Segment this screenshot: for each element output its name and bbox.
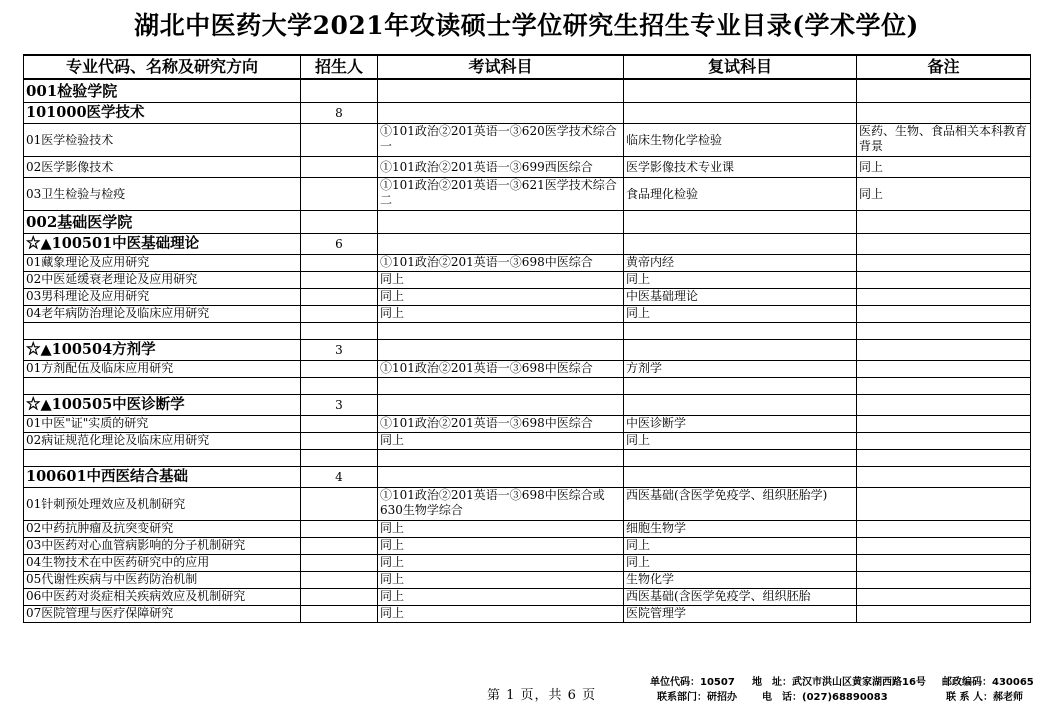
- blank-row: [24, 378, 1031, 395]
- exam-cell: ①101政治②201英语一③698中医综合: [378, 416, 624, 433]
- header-remark: 备注: [857, 55, 1031, 79]
- direction-cell: 01中医"证"实质的研究: [24, 416, 301, 433]
- exam-cell: ①101政治②201英语一③621医学技术综合二: [378, 178, 624, 211]
- retest-cell: 生物化学: [624, 572, 857, 589]
- direction-cell: 05代谢性疾病与中医药防治机制: [24, 572, 301, 589]
- direction-cell: 02医学影像技术: [24, 157, 301, 178]
- footer-contact-person: 联 系 人：郝老师: [946, 692, 1023, 703]
- page-number: 第 1 页，共 6 页: [487, 688, 597, 703]
- header-major: 专业代码、名称及研究方向: [24, 55, 301, 79]
- direction-cell: 02病证规范化理论及临床应用研究: [24, 433, 301, 450]
- retest-cell: 医学影像技术专业课: [624, 157, 857, 178]
- retest-cell: 同上: [624, 538, 857, 555]
- blank-row: [24, 323, 1031, 340]
- exam-cell: ①101政治②201英语一③698中医综合: [378, 361, 624, 378]
- table-row: [24, 272, 1031, 289]
- retest-cell: 细胞生物学: [624, 521, 857, 538]
- catalog-table: [23, 54, 1031, 623]
- header-quota: 招生人: [301, 55, 378, 79]
- direction-cell: 01医学检验技术: [24, 124, 301, 157]
- table-row: [24, 488, 1031, 521]
- footer-address: 地 址：武汉市洪山区黄家湖西路16号: [752, 677, 926, 688]
- dept-row: [24, 79, 1031, 103]
- major-row: [24, 395, 1031, 416]
- major-row: [24, 467, 1031, 488]
- header-exam: 考试科目: [378, 55, 624, 79]
- table-row: [24, 538, 1031, 555]
- retest-cell: 同上: [624, 555, 857, 572]
- direction-cell: 03中医药对心血管病影响的分子机制研究: [24, 538, 301, 555]
- direction-cell: 04老年病防治理论及临床应用研究: [24, 306, 301, 323]
- retest-cell: 同上: [624, 433, 857, 450]
- major-quota: 3: [301, 340, 378, 361]
- exam-cell: 同上: [378, 572, 624, 589]
- remark-cell: 医药、生物、食品相关本科教育背景: [857, 124, 1031, 157]
- major-row: [24, 103, 1031, 124]
- direction-cell: 01藏象理论及应用研究: [24, 255, 301, 272]
- header-row: [24, 55, 1031, 79]
- footer-postcode: 邮政编码：430065: [942, 677, 1034, 688]
- header-retest: 复试科目: [624, 55, 857, 79]
- retest-cell: 黄帝内经: [624, 255, 857, 272]
- major-quota: 4: [301, 467, 378, 488]
- table-row: [24, 521, 1031, 538]
- major-quota: 3: [301, 395, 378, 416]
- exam-cell: ①101政治②201英语一③699西医综合: [378, 157, 624, 178]
- direction-cell: 06中医药对炎症相关疾病效应及机制研究: [24, 589, 301, 606]
- major-name: ☆▲100505中医诊断学: [24, 395, 301, 416]
- exam-cell: 同上: [378, 521, 624, 538]
- major-name: 101000医学技术: [24, 103, 301, 124]
- retest-cell: 中医诊断学: [624, 416, 857, 433]
- exam-cell: ①101政治②201英语一③620医学技术综合一: [378, 124, 624, 157]
- table-row: [24, 124, 1031, 157]
- footer-contact-dept: 联系部门：研招办: [657, 692, 737, 703]
- table-row: [24, 589, 1031, 606]
- footer-unit-code: 单位代码：10507: [650, 677, 735, 688]
- table-row: [24, 178, 1031, 211]
- direction-cell: 04生物技术在中医药研究中的应用: [24, 555, 301, 572]
- major-row: [24, 234, 1031, 255]
- major-name: ☆▲100501中医基础理论: [24, 234, 301, 255]
- retest-cell: 西医基础(含医学免疫学、组织胚胎学): [624, 488, 857, 521]
- retest-cell: 方剂学: [624, 361, 857, 378]
- exam-cell: 同上: [378, 289, 624, 306]
- retest-cell: 中医基础理论: [624, 289, 857, 306]
- direction-cell: 02中医延缓衰老理论及应用研究: [24, 272, 301, 289]
- exam-cell: 同上: [378, 555, 624, 572]
- major-name: 100601中西医结合基础: [24, 467, 301, 488]
- table-row: [24, 433, 1031, 450]
- exam-cell: ①101政治②201英语一③698中医综合: [378, 255, 624, 272]
- direction-cell: 01针刺预处理效应及机制研究: [24, 488, 301, 521]
- major-row: [24, 340, 1031, 361]
- remark-cell: 同上: [857, 178, 1031, 211]
- retest-cell: 同上: [624, 306, 857, 323]
- exam-cell: 同上: [378, 606, 624, 623]
- page-title: 湖北中医药大学2021年攻读硕士学位研究生招生专业目录(学术学位): [134, 11, 919, 40]
- exam-cell: 同上: [378, 589, 624, 606]
- exam-cell: 同上: [378, 306, 624, 323]
- footer-phone: 电 话：(027)68890083: [762, 692, 888, 703]
- retest-cell: 医院管理学: [624, 606, 857, 623]
- direction-cell: 01方剂配伍及临床应用研究: [24, 361, 301, 378]
- table-row: [24, 157, 1031, 178]
- remark-cell: 同上: [857, 157, 1031, 178]
- table-row: [24, 416, 1031, 433]
- retest-cell: 同上: [624, 272, 857, 289]
- major-quota: 8: [301, 103, 378, 124]
- exam-cell: 同上: [378, 538, 624, 555]
- table-row: [24, 606, 1031, 623]
- dept-name: 002基础医学院: [24, 211, 301, 234]
- dept-name: 001检验学院: [24, 79, 301, 103]
- direction-cell: 03卫生检验与检疫: [24, 178, 301, 211]
- direction-cell: 03男科理论及应用研究: [24, 289, 301, 306]
- table-row: [24, 555, 1031, 572]
- dept-row: [24, 211, 1031, 234]
- exam-cell: ①101政治②201英语一③698中医综合或630生物学综合: [378, 488, 624, 521]
- major-name: ☆▲100504方剂学: [24, 340, 301, 361]
- retest-cell: 临床生物化学检验: [624, 124, 857, 157]
- table-row: [24, 289, 1031, 306]
- direction-cell: 07医院管理与医疗保障研究: [24, 606, 301, 623]
- table-row: [24, 255, 1031, 272]
- table-row: [24, 306, 1031, 323]
- retest-cell: 西医基础(含医学免疫学、组织胚胎: [624, 589, 857, 606]
- table-row: [24, 572, 1031, 589]
- blank-row: [24, 450, 1031, 467]
- major-quota: 6: [301, 234, 378, 255]
- exam-cell: 同上: [378, 272, 624, 289]
- exam-cell: 同上: [378, 433, 624, 450]
- table-row: [24, 361, 1031, 378]
- retest-cell: 食品理化检验: [624, 178, 857, 211]
- direction-cell: 02中药抗肿瘤及抗突变研究: [24, 521, 301, 538]
